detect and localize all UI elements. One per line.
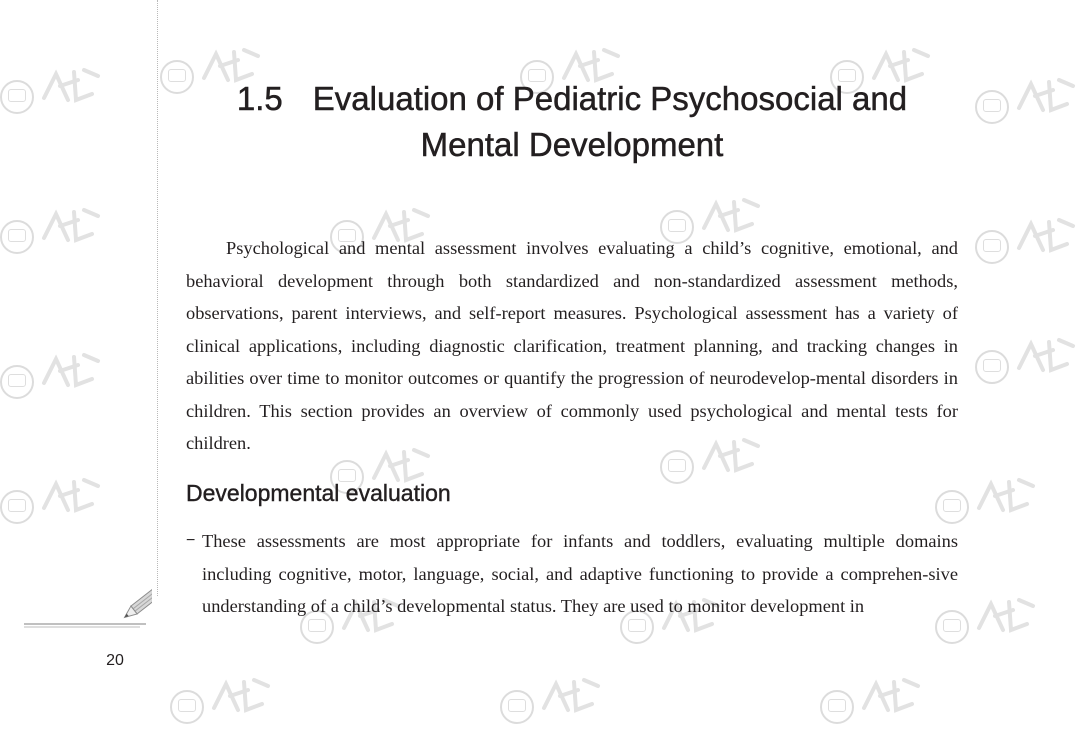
pencil-icon — [22, 584, 152, 630]
publisher-watermark — [0, 60, 100, 120]
bullet-marker: − — [186, 532, 196, 549]
margin-divider — [157, 0, 158, 596]
publisher-watermark — [975, 210, 1075, 270]
publisher-watermark — [975, 330, 1075, 390]
intro-paragraph: Psychological and mental assessment involves evaluating a child’s cognitive, emotional, and behavioral development through both standardized and non-standardized assessment methods, observations, parent interviews, and self-report measures. Psychological assessment has a variety of clinical applications, including diagnostic clarification, treatment planning, and tracking changes in abilities over time to monitor outcomes or quantify the progression of neurodevelop-mental disorders in children. This section provides an overview of commonly used psychological and mental tests for children. — [186, 238, 958, 453]
list-item — [186, 525, 958, 623]
publisher-watermark — [0, 470, 100, 530]
publisher-watermark — [500, 670, 600, 730]
section-heading: Developmental evaluation — [186, 480, 451, 506]
title-line-2: Mental Development — [420, 126, 724, 163]
bullet-list — [186, 525, 958, 623]
publisher-watermark — [820, 670, 920, 730]
publisher-watermark — [0, 345, 100, 405]
page-number: 20 — [106, 652, 124, 669]
publisher-watermark — [975, 70, 1075, 130]
title-line-1: Evaluation of Pediatric Psychosocial and — [312, 80, 908, 117]
publisher-watermark — [0, 200, 100, 260]
chapter-title — [186, 76, 958, 168]
section-number: 1.5 — [236, 80, 283, 117]
bullet-text: These assessments are most appropriate for infants and toddlers, evaluating multiple domains including cognitive, motor, language, social, and adaptive functioning to provide a comprehen-sive understanding of a child’s developmental status. They are used to monitor development in — [202, 531, 958, 616]
publisher-watermark — [170, 670, 270, 730]
